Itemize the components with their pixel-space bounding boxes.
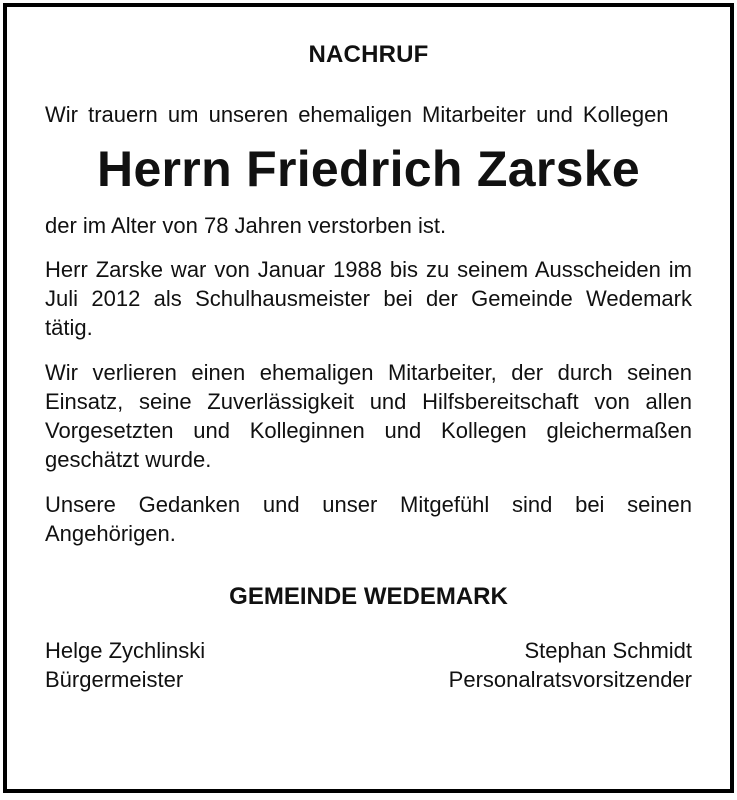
age-line: der im Alter von 78 Jahren verstorben ist. xyxy=(45,213,447,238)
signatory-right xyxy=(449,636,692,694)
signatory-left xyxy=(45,636,205,694)
signatory-name: Helge Zychlinski xyxy=(45,638,206,663)
deceased-name: Herrn Friedrich Zarske xyxy=(97,141,640,197)
tribute-paragraph: Wir verlieren einen ehemaligen Mitarbeiter, der durch seinen Einsatz, seine Zuverlässigkeit und Hilfsbereitschaft von allen Vorgesetzten und Kolleginnen und Kollegen gleichermaßen geschätzt wurde. xyxy=(45,360,692,472)
signature-block xyxy=(45,636,692,694)
career-paragraph: Herr Zarske war von Januar 1988 bis zu seinem Ausscheiden im Juli 2012 als Schulhausmeister bei der Gemeinde Wedemark tätig. xyxy=(45,257,692,340)
obituary-notice xyxy=(3,3,734,793)
notice-heading: NACHRUF xyxy=(308,41,429,68)
intro-text: Wir trauern um unseren ehemaligen Mitarbeiter und Kollegen xyxy=(45,102,669,127)
signatory-title: Bürgermeister xyxy=(45,667,184,692)
signatory-name: Stephan Schmidt xyxy=(524,638,692,663)
signatory-title: Personalratsvorsitzender xyxy=(448,667,692,692)
condolence-paragraph: Unsere Gedanken und unser Mitgefühl sind bei seinen Angehörigen. xyxy=(45,492,692,546)
organization-name: GEMEINDE WEDEMARK xyxy=(229,583,508,610)
